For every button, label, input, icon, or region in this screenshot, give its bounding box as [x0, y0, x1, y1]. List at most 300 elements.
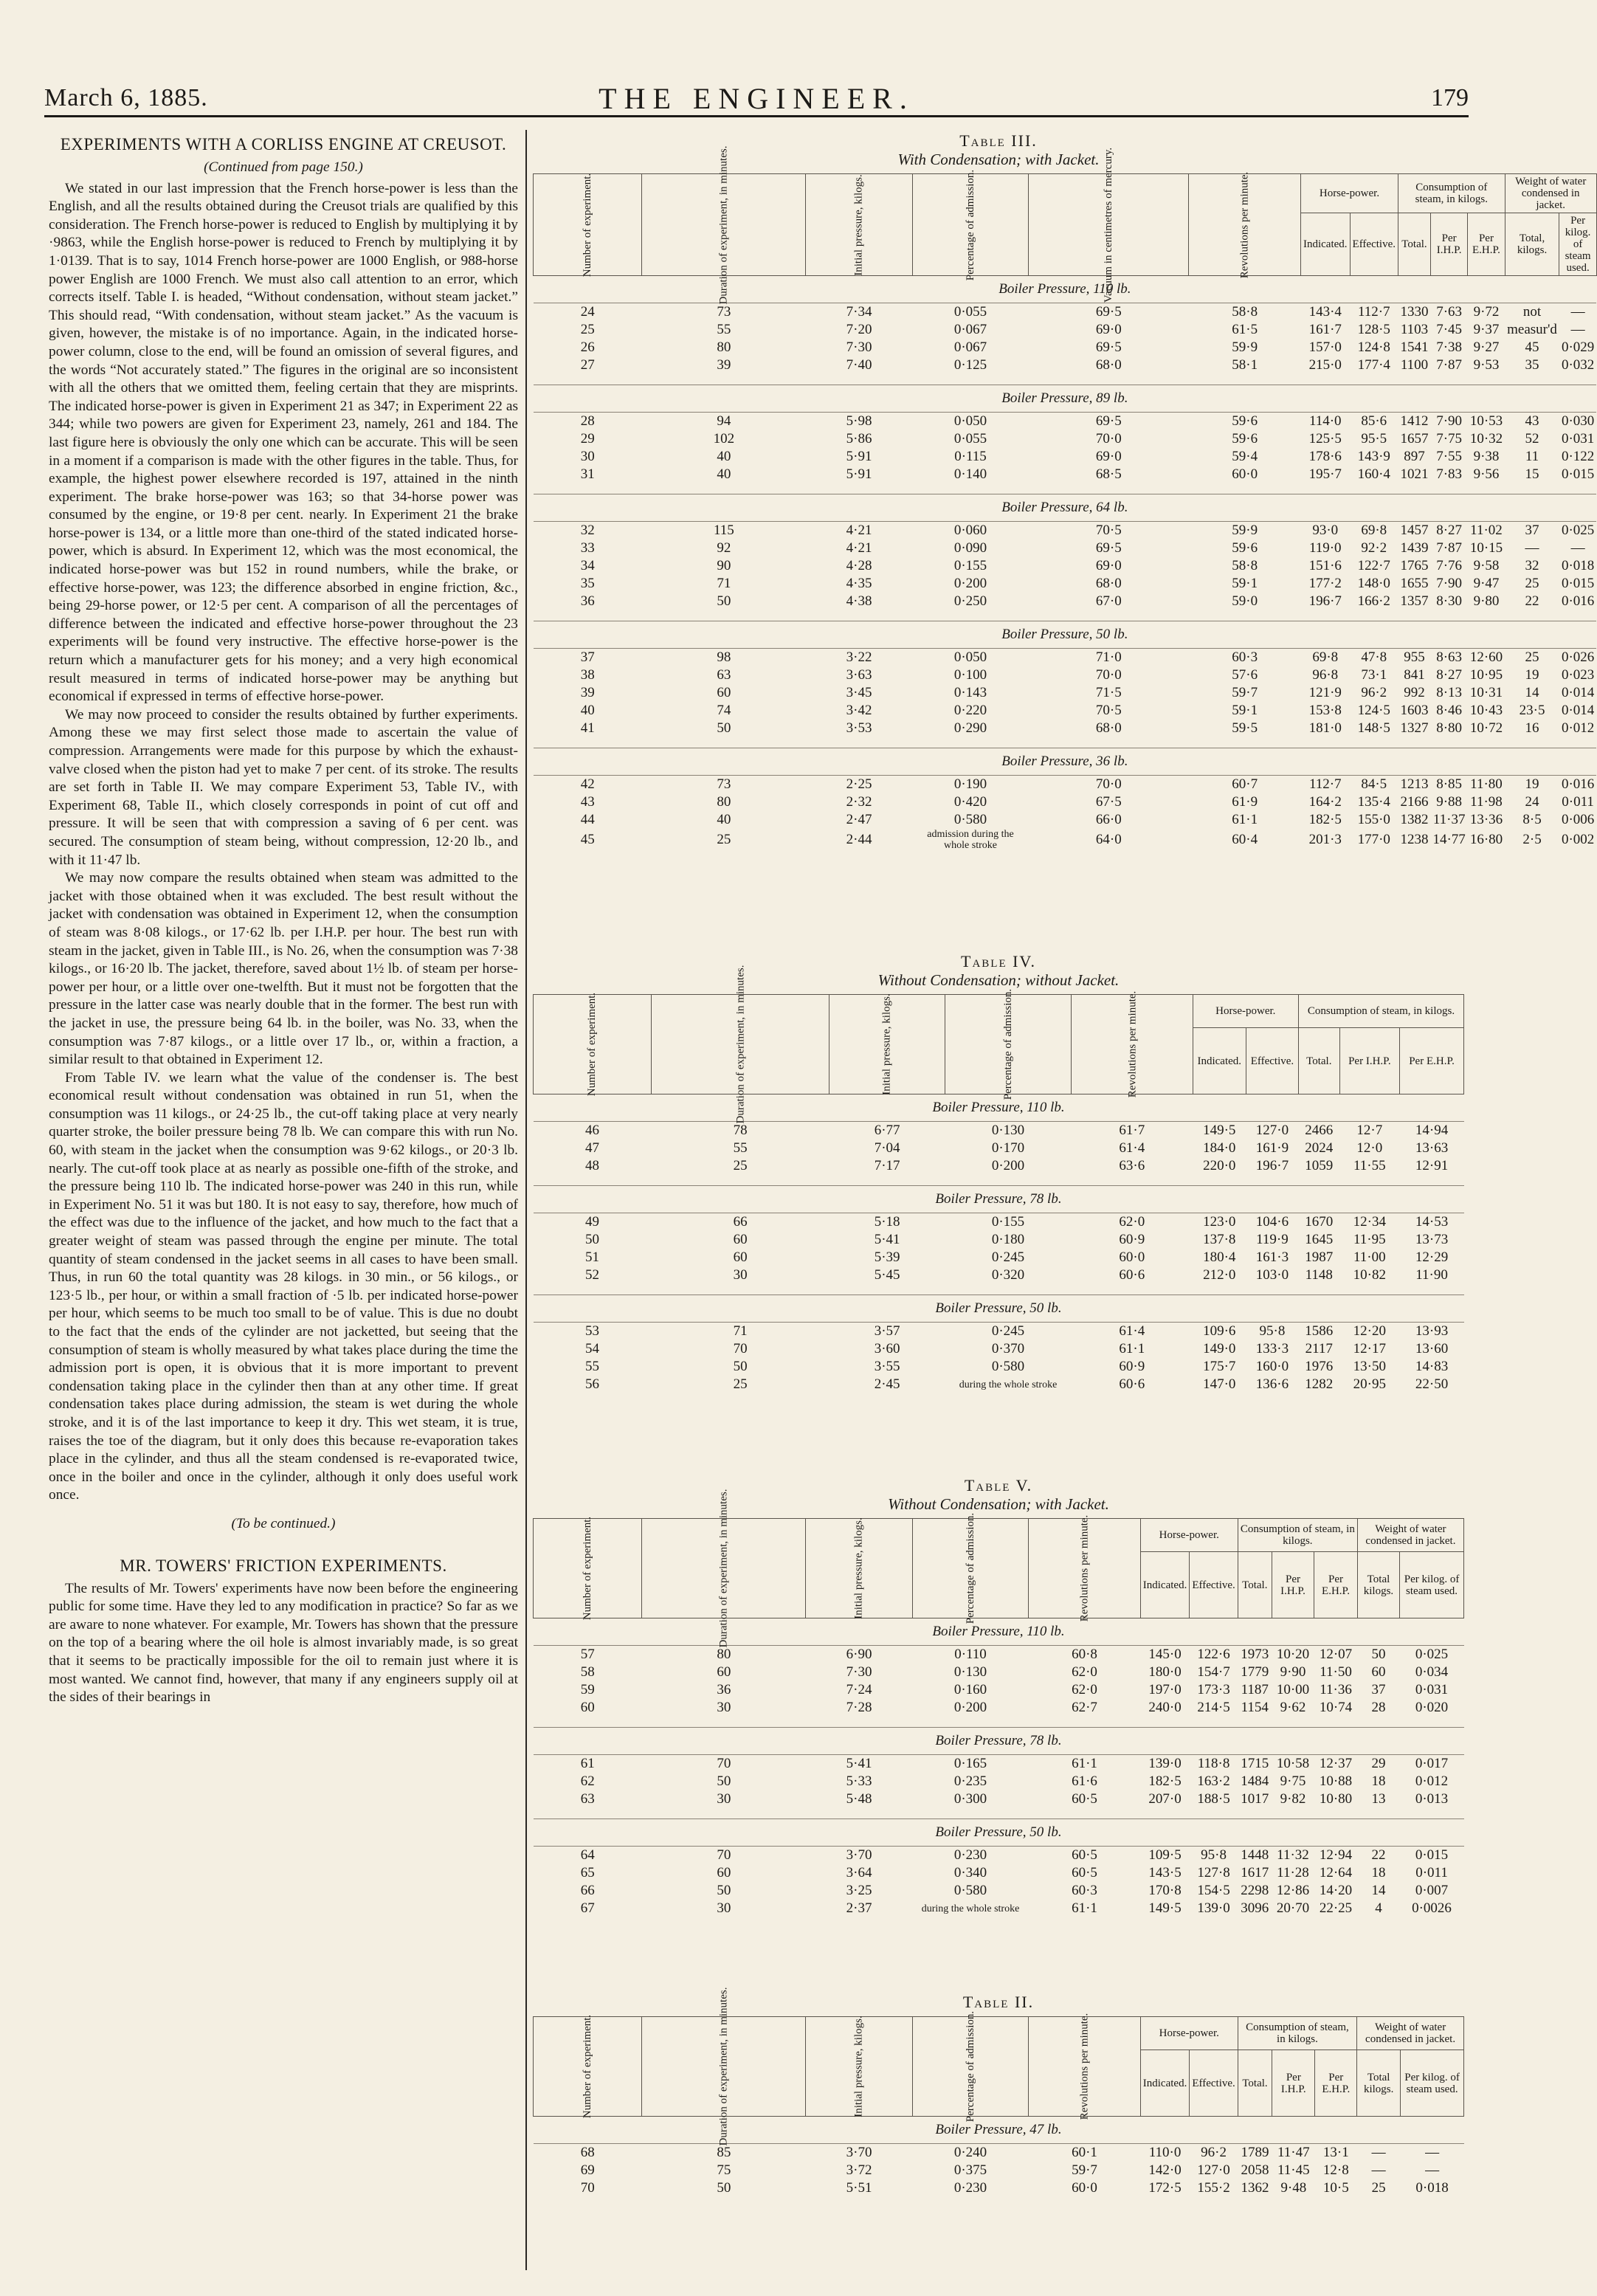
table-cell: 143·5	[1148, 1865, 1182, 1880]
table-cell: 153·8	[1308, 703, 1342, 718]
pressure-group-heading: Boiler Pressure, 50 lb.	[534, 621, 1597, 649]
table-cell: 12·7	[1356, 1123, 1383, 1138]
table-cell: 0·165	[953, 1756, 987, 1771]
table-cell: 1987	[1305, 1249, 1334, 1265]
table-cell: 71	[733, 1323, 748, 1339]
column-header: Effective.	[1246, 1028, 1298, 1094]
table-cell: 9·88	[1436, 794, 1463, 810]
table-cell: 1017	[1241, 1791, 1269, 1807]
table-cell: 8·85	[1436, 776, 1463, 792]
table-cell: 12·07	[1319, 1647, 1353, 1662]
table-cell: —	[1371, 2162, 1386, 2178]
table-cell: 20·70	[1276, 1900, 1310, 1916]
table-cell: 0·155	[991, 1214, 1025, 1230]
table-cell: 12·0	[1356, 1140, 1383, 1156]
table-cell: 8·46	[1436, 703, 1463, 718]
table-cell: 5·45	[874, 1267, 900, 1283]
table-cell: 109·5	[1148, 1847, 1182, 1863]
table-cell: 53	[585, 1323, 600, 1339]
table-cell: 136·6	[1255, 1376, 1289, 1392]
table-cell: 3·64	[846, 1865, 872, 1880]
table-row	[534, 413, 1597, 431]
table-cell: 61·9	[1232, 794, 1258, 810]
table-cell: 67	[580, 1900, 595, 1916]
table-row	[534, 522, 1597, 540]
table-cell: 11·47	[1277, 2145, 1310, 2160]
table-cell: 73	[717, 776, 731, 792]
table-cell: 0·160	[953, 1682, 987, 1697]
table-cell: 55	[733, 1140, 748, 1156]
table-cell: 59·0	[1232, 593, 1258, 609]
table-iii	[533, 131, 1595, 861]
table-body	[534, 1094, 1464, 1404]
table-cell: 4·28	[846, 558, 872, 573]
table-cell: 66	[733, 1214, 748, 1230]
table-cell: 30	[733, 1267, 748, 1283]
table-cell: 9·82	[1280, 1791, 1306, 1807]
table-cell: 11	[1525, 449, 1539, 464]
group-spacer	[534, 2197, 1464, 2207]
column-header: Consumption of steam, in kilogs.	[1398, 174, 1505, 213]
table-cell: 7·76	[1436, 558, 1463, 573]
table-cell: 69·5	[1095, 339, 1122, 355]
table-cell: 13·50	[1353, 1359, 1386, 1374]
table-cell: admission during the whole stroke	[927, 829, 1014, 851]
table-cell: 143·4	[1308, 304, 1342, 320]
table-cell: 197·0	[1148, 1682, 1182, 1697]
column-header: Per kilog. of steam used.	[1559, 213, 1596, 276]
table-cell: 90	[717, 558, 731, 573]
table-cell: 8·13	[1436, 685, 1463, 700]
table-cell: 10·43	[1469, 703, 1503, 718]
table-cell: 122·6	[1197, 1647, 1230, 1662]
table-cell: 61·1	[1119, 1341, 1145, 1356]
table-cell: 7·38	[1436, 339, 1463, 355]
table-cell: 73	[717, 304, 731, 320]
table-ii	[533, 1987, 1464, 2207]
column-header: Total.	[1238, 1552, 1272, 1618]
table-cell: 30	[580, 449, 595, 464]
column-header: Percentage of admission.	[912, 1519, 1028, 1618]
table-cell: 14·20	[1319, 1883, 1353, 1898]
table-cell: 1154	[1241, 1700, 1269, 1715]
table-cell: 60·0	[1232, 466, 1258, 482]
table-cell: 73·1	[1361, 667, 1387, 683]
table-cell: 7·87	[1436, 357, 1463, 373]
article-paragraph: From Table IV. we learn what the value of the condenser is. The best economical result without condensation was obtained in run 51, when the consumption was 11 kilogs., or 24·25 lb., the cut-off taking place at very nearly quarter stroke, the boiler pressure being 78 lb. We can compare this with run No. 60, with steam in the jacket when the consumption was 9·62 kilogs., or 20·3 lb. nearly. The cut-off took place at as nearly as possible one-fifth of the stroke, and the pressure being 110 lb. The indicated horse-power was 240 in this run, while in Experiment No. 51 it was but 180. It is not easy to say, therefore, how much of the effect was due to the influence of the jacket, and how much to the fact that a greater weight of steam was passed through the engine per minute. The total quantity of steam condensed in the jacket seems in all cases to have been small. Thus, in run 60 the total quantity was 28 kilogs. in 30 min., or 56 kilogs., or 123·5 lb., per hour, or within a small fraction of ·5 lb. per indicated horse-power per hour, which seems to be much too small to be of value. This is due no doubt to the fact that the ends of the cylinder are not jacketted, but seeing that the consumption of steam is wholly measured by what takes place during the time the admission port is open, it is obvious that it is more important to prevent condensation taking place in the cylinder then than at any other time. If great condensation takes place during admission, the steam is wet during the whole stroke, and it is of the last importance to keep it dry. This wet steam, it is true, raises the toe of the diagram, but it only does this because re-evaporation takes place in the cylinder, and thus all the steam condensed is re-evaporated twice, once in the boiler and once in the cylinder, although it only does useful work once.	[49, 1069, 518, 1503]
table-cell: 10·95	[1469, 667, 1503, 683]
table-cell: 0·580	[991, 1359, 1025, 1374]
table-cell: 37	[1371, 1682, 1386, 1697]
table-cell: 2117	[1305, 1341, 1333, 1356]
to-be-continued: (To be continued.)	[231, 1515, 336, 1531]
column-header: Per E.H.P.	[1468, 213, 1505, 276]
table-cell: 0·340	[953, 1865, 987, 1880]
table-cell: 0·115	[954, 449, 987, 464]
pressure-group-heading: Boiler Pressure, 50 lb.	[534, 1819, 1464, 1847]
table-cell: 135·4	[1357, 794, 1390, 810]
column-header: Effective.	[1190, 1552, 1238, 1618]
table-cell: 61·5	[1232, 322, 1258, 337]
table-cell: 68·0	[1095, 720, 1122, 736]
table-cell: 60·9	[1119, 1232, 1145, 1247]
table-row	[534, 303, 1597, 322]
column-header: Horse-power.	[1140, 2017, 1238, 2050]
table-title: Table V.	[964, 1476, 1033, 1495]
table-cell: 69·8	[1361, 523, 1387, 538]
table-cell: 94	[717, 413, 731, 429]
table-cell: 19	[1525, 776, 1539, 792]
table-cell: 69·0	[1095, 558, 1122, 573]
group-spacer	[534, 1917, 1464, 1928]
table-cell: 0·050	[953, 649, 987, 665]
table-cell: 4·38	[846, 593, 872, 609]
table-cell: 16	[1525, 720, 1539, 736]
table-cell: 3·60	[874, 1341, 900, 1356]
table-cell: 1715	[1241, 1756, 1269, 1771]
pressure-group-heading: Boiler Pressure, 47 lb.	[534, 2117, 1464, 2144]
table-cell: 0·130	[953, 1664, 987, 1680]
table-cell: 1973	[1241, 1647, 1269, 1662]
table-cell: 13·63	[1415, 1140, 1449, 1156]
group-spacer	[534, 1175, 1464, 1186]
issue-date: March 6, 1885.	[44, 84, 208, 111]
table-cell: 30	[717, 1791, 731, 1807]
table-cell: —	[1371, 2145, 1386, 2160]
pressure-group-heading: Boiler Pressure, 78 lb.	[534, 1728, 1464, 1755]
table-cell: 50	[1371, 1647, 1386, 1662]
page-number: 179	[1431, 84, 1469, 111]
table-row	[534, 702, 1597, 720]
table-cell: 2·44	[846, 832, 872, 847]
table-cell: 220·0	[1203, 1158, 1236, 1173]
table-cell: 0·034	[1415, 1664, 1449, 1680]
table-cell: 56	[585, 1376, 600, 1392]
table-cell: 1238	[1400, 832, 1429, 847]
table-cell: during the whole stroke	[921, 1903, 1020, 1914]
table-cell: 10·31	[1469, 685, 1503, 700]
table-row	[534, 430, 1597, 448]
table-cell: 133·3	[1255, 1341, 1289, 1356]
table-cell: 93·0	[1312, 523, 1339, 538]
table-cell: 70·0	[1095, 667, 1122, 683]
table-cell: 7·20	[846, 322, 872, 337]
column-header: Percentage of admission.	[945, 995, 1072, 1094]
article-paragraph: We may now compare the results obtained when steam was admitted to the jacket with those obtained when it was excluded. The best result without the jacket with condensation was obtained in Experiment 12, when the consumption of steam was 8·08 kilogs., or 17·62 lb. per I.H.P. per hour. The best run with steam in the jacket, given in Table III., is No. 26, when the consumption was 7·38 kilogs., or 16·20 lb. The jacket, therefore, saved about 1½ lb. of steam per horse-power per hour, or a little over one-twelfth. But it must not be forgotten that the pressure in the latter case was nearly double that in the former. The best run with the jacket in use, the pressure being 64 lb. in the boiler, was No. 33, when the consumption was 7·87 kilogs., or a little over 17 lb., or, within a fraction, a similar result to that obtained in Experiment 12.	[49, 870, 518, 1068]
table-cell: 0·155	[953, 558, 987, 573]
table-cell: 1448	[1241, 1847, 1269, 1863]
table-cell: 0·420	[953, 794, 987, 810]
column-header: Per I.H.P.	[1272, 2050, 1315, 2117]
table-cell: 60·7	[1232, 776, 1258, 792]
table-cell: 196·7	[1255, 1158, 1289, 1173]
table-cell: 119·0	[1308, 540, 1342, 556]
table-cell: 1617	[1241, 1865, 1269, 1880]
table-cell: 1645	[1305, 1232, 1334, 1247]
column-header: Total, kilogs.	[1505, 213, 1559, 276]
table-cell: 36	[580, 593, 595, 609]
table-cell: 59·9	[1232, 339, 1258, 355]
table-cell: 14·83	[1415, 1359, 1449, 1374]
table-cell: 60	[717, 1865, 731, 1880]
table-cell: 5·48	[846, 1791, 872, 1807]
table-row	[534, 575, 1597, 593]
table-cell: 149·5	[1203, 1123, 1236, 1138]
table-cell: 0·011	[1562, 794, 1594, 810]
table-cell: 10·15	[1469, 540, 1503, 556]
column-header: Percentage of admission.	[912, 174, 1028, 276]
table-cell: 11·55	[1353, 1158, 1386, 1173]
table-cell: 62	[580, 1773, 595, 1789]
table-row	[534, 2144, 1464, 2162]
table-cell: 0·011	[1415, 1865, 1448, 1880]
table-cell: 58	[580, 1664, 595, 1680]
table-cell: 2·47	[846, 812, 872, 827]
table-cell: 70·5	[1095, 703, 1122, 718]
column-header: Consumption of steam, in kilogs.	[1238, 1519, 1357, 1552]
article-paragraph: We stated in our last impression that the French horse-power is less than the English, and all the results obtained during the Creusot trials are qualified by this consideration. The French horse-power is reduced to English by multiplying it by ·9863, while the English horse-power is reduced to French by multiplying it by 1·0139. That is to say, 1014 French horse-power are 1000 English, or 988-horse power English are 1000 French. We must also call attention to an error, which corrects itself. Table I. is headed, “Without condensation, without steam jacket.” This should read, “With condensation, without steam jacket.” As the vacuum is given, however, the mistake is of no importance. Again, in the indicated horse-power column, close to the end, will be found an omission of several figures, and the words “Not accurately stated.” The figures in the original are so inconsistent with all the others that we omitted them, feeling certain that they are misprints. The indicated horse-power is given in Experiment 21 as 347; in Experiment 22 as 344; while two powers are given for Experiment 23, namely, 261 and 184. The last figure here is obviously the only one which can be accurate. This will be seen in a moment if a comparison is made with the other figures in the table. Thus, for example, the highest power elsewhere recorded is 197, attained in the ninth experiment. The brake horse-power was 163; so that 34-horse power was consumed by the engine, or 19·8 per cent. nearly. In Experiment 21 the brake horse-power is 134, or a little more than one-third of the stated indicated horse-power, which is absurd. In Experiment 12, which was the most economical, the indicated horse-power was but 152 in round numbers, while the brake, or effective horse-power, was 123; the difference absorbed in engine friction, &c., being 29-horse power, or 12·5 per cent. A comparison of all the percentages of difference between the indicated and effective horse-power throughout the 23 experiments will be found very instructive. The effective horse-power is the return which a manufacturer gets for his money; and a very high economical result measured in terms of indicated horse-power may be anything but economical if expressed in terms of effective horse-power.	[49, 180, 518, 705]
table-cell: 1670	[1305, 1214, 1334, 1230]
table-cell: 61·6	[1072, 1773, 1097, 1789]
table-row	[534, 1882, 1464, 1900]
table-cell: 60	[733, 1232, 748, 1247]
table-cell: 7·90	[1436, 413, 1463, 429]
table-cell: 60·0	[1072, 2180, 1097, 2196]
table-cell: 102	[713, 431, 735, 447]
table-cell: 897	[1404, 449, 1425, 464]
table-cell: 13·1	[1322, 2145, 1349, 2160]
column-header: Indicated.	[1140, 2050, 1190, 2117]
table-cell: 28	[580, 413, 595, 429]
table-cell: 12·37	[1319, 1756, 1353, 1771]
column-rule	[525, 130, 527, 2270]
table-cell: 143·9	[1357, 449, 1390, 464]
table-cell: 0·050	[953, 413, 987, 429]
table-cell: 142·0	[1148, 2162, 1182, 2178]
table-cell: 85	[717, 2145, 731, 2160]
table-cell: 137·8	[1203, 1232, 1236, 1247]
table-row	[534, 539, 1597, 557]
table-cell: 127·0	[1255, 1123, 1289, 1138]
column-header: Per E.H.P.	[1315, 2050, 1357, 2117]
table-cell: 124·8	[1357, 339, 1390, 355]
table-cell: 1059	[1305, 1158, 1334, 1173]
column-header: Horse-power.	[1193, 995, 1298, 1028]
table-cell: 8·27	[1436, 667, 1463, 683]
table-cell: 92	[717, 540, 731, 556]
column-header: Initial pressure, kilogs.	[806, 174, 912, 276]
running-head	[44, 80, 1469, 117]
table-cell: 33	[580, 540, 595, 556]
table-cell: 4·35	[846, 576, 872, 591]
table-cell: 9·62	[1280, 1700, 1306, 1715]
table-cell: 1765	[1400, 558, 1429, 573]
table-cell: 50	[585, 1232, 600, 1247]
column-header: Duration of experiment, in minutes.	[642, 2017, 806, 2117]
group-spacer	[534, 1393, 1464, 1404]
table-cell: 1586	[1305, 1323, 1334, 1339]
table-cell: 37	[1525, 523, 1539, 538]
table-row	[534, 793, 1597, 811]
table-cell: 84·5	[1361, 776, 1387, 792]
table-cell: 112·7	[1357, 304, 1390, 320]
table-row	[534, 1213, 1464, 1232]
table-cell: 3·42	[846, 703, 872, 718]
table-cell: 43	[1525, 413, 1539, 429]
column-header: Total kilogs.	[1357, 1552, 1399, 1618]
pressure-group-heading: Boiler Pressure, 110 lb.	[534, 1618, 1464, 1646]
table-cell: 9·58	[1473, 558, 1500, 573]
table-cell: 25	[1371, 2180, 1386, 2196]
table-cell: 151·6	[1308, 558, 1342, 573]
table-cell: 1789	[1241, 2145, 1269, 2160]
column-header: Consumption of steam, in kilogs.	[1298, 995, 1463, 1028]
table-cell: 13·60	[1415, 1341, 1449, 1356]
table-cell: 12·20	[1353, 1323, 1386, 1339]
table-cell: 1362	[1241, 2180, 1269, 2196]
table-cell: 57·6	[1232, 667, 1258, 683]
table-cell: 51	[585, 1249, 600, 1265]
text-column	[49, 131, 518, 2279]
table-cell: 61	[580, 1756, 595, 1771]
group-spacer	[534, 851, 1597, 861]
table-cell: 69·0	[1095, 449, 1122, 464]
table-cell: 160·4	[1357, 466, 1390, 482]
table-cell: 0·055	[953, 304, 987, 320]
table-cell: 30	[717, 1700, 731, 1715]
column-header: Per I.H.P.	[1339, 1028, 1400, 1094]
table-cell: 67·5	[1095, 794, 1122, 810]
table-cell: 92·2	[1361, 540, 1387, 556]
table-cell: 1412	[1400, 413, 1429, 429]
table-cell: 20·95	[1353, 1376, 1386, 1392]
table-cell: 123·0	[1203, 1214, 1236, 1230]
table-cell: 52	[1525, 431, 1539, 447]
table-cell: 0·170	[991, 1140, 1025, 1156]
table-row	[534, 829, 1597, 851]
table-cell: 1357	[1400, 593, 1429, 609]
table-cell: 59·5	[1232, 720, 1258, 736]
table-cell: 50	[733, 1359, 748, 1374]
table-cell: 11·02	[1470, 523, 1503, 538]
table-cell: 68·0	[1095, 576, 1122, 591]
table-cell: 0·025	[1561, 523, 1595, 538]
table-cell: 59·1	[1232, 703, 1258, 718]
table-cell: 49	[585, 1214, 600, 1230]
table-row	[534, 466, 1597, 483]
table-cell: 240·0	[1148, 1700, 1182, 1715]
table-cell: 7·28	[846, 1700, 872, 1715]
table-cell: 0·031	[1561, 431, 1595, 447]
table-cell: 1187	[1241, 1682, 1269, 1697]
table-cell: 163·2	[1197, 1773, 1230, 1789]
group-spacer	[534, 1717, 1464, 1728]
table-cell: 201·3	[1308, 832, 1342, 847]
table-cell: 14	[1525, 685, 1539, 700]
table-row	[534, 1376, 1464, 1393]
table-cell: 3·25	[846, 1883, 872, 1898]
table-row	[534, 593, 1597, 610]
table-cell: 8·80	[1436, 720, 1463, 736]
table-cell: 12·8	[1322, 2162, 1349, 2178]
table-cell: 9·75	[1280, 1773, 1306, 1789]
table-cell: 3·57	[874, 1323, 900, 1339]
table-cell: 10·80	[1319, 1791, 1353, 1807]
table-cell: 3096	[1241, 1900, 1269, 1916]
column-header: Percentage of admission.	[912, 2017, 1028, 2117]
table-row	[534, 1157, 1464, 1175]
table-cell: 0·012	[1415, 1773, 1449, 1789]
table-cell: 74	[717, 703, 731, 718]
column-header: Per kilog. of steam used.	[1401, 2050, 1464, 2117]
table-cell: 214·5	[1197, 1700, 1230, 1715]
table-cell: 9·27	[1473, 339, 1500, 355]
table-cell: 35	[1525, 357, 1539, 373]
table-cell: 145·0	[1148, 1647, 1182, 1662]
table-subtitle: With Condensation; with Jacket.	[897, 151, 1100, 168]
table-cell: 841	[1404, 667, 1425, 683]
table-cell: 29	[1371, 1756, 1386, 1771]
table-cell: 14·77	[1432, 832, 1466, 847]
table-row	[534, 1249, 1464, 1266]
table-cell: 45	[580, 832, 595, 847]
table-cell: 5·18	[874, 1214, 900, 1230]
table-cell: 25	[580, 322, 595, 337]
table-cell: 0·375	[953, 2162, 987, 2178]
table-cell: 0·017	[1415, 1756, 1449, 1771]
table-cell: 24	[580, 304, 595, 320]
table-cell: 115	[713, 523, 734, 538]
table-cell: 7·30	[846, 1664, 872, 1680]
table-cell: 70	[733, 1341, 748, 1356]
table-cell: 10·32	[1469, 431, 1503, 447]
table-cell: 0·300	[953, 1791, 987, 1807]
table-cell: 50	[717, 720, 731, 736]
column-header: Effective.	[1190, 2050, 1238, 2117]
table-cell: 3·22	[846, 649, 872, 665]
table-cell: 67·0	[1095, 593, 1122, 609]
table-cell: 69	[580, 2162, 595, 2178]
table-cell: 31	[580, 466, 595, 482]
table-cell: 0·230	[953, 2180, 987, 2196]
table-cell: 3·70	[846, 1847, 872, 1863]
table-cell: 180·0	[1148, 1664, 1182, 1680]
table-cell: 5·51	[846, 2180, 872, 2196]
table-cell: 0·015	[1561, 576, 1595, 591]
table-row	[534, 1358, 1464, 1376]
table-cell: 0·240	[953, 2145, 987, 2160]
table-row	[534, 356, 1597, 374]
table-cell: 12·64	[1319, 1865, 1353, 1880]
table-cell: 40	[717, 466, 731, 482]
table-row	[534, 1773, 1464, 1790]
table-cell: 60·9	[1119, 1359, 1145, 1374]
table-cell: 0·180	[991, 1232, 1025, 1247]
table-cell: 9·37	[1473, 322, 1500, 337]
table-cell: 98	[717, 649, 731, 665]
table-cell: 112·7	[1308, 776, 1342, 792]
table-cell: 7·87	[1436, 540, 1463, 556]
table-cell: 10·88	[1319, 1773, 1353, 1789]
table-cell: 7·83	[1436, 466, 1463, 482]
table-cell: 14·53	[1415, 1214, 1449, 1230]
table-cell: 0·031	[1415, 1682, 1449, 1697]
table-cell: 60·3	[1072, 1883, 1097, 1898]
table-cell: 155·2	[1197, 2180, 1230, 2196]
table-cell: 5·98	[846, 413, 872, 429]
table-cell: 18	[1371, 1773, 1386, 1789]
table-cell: 61·1	[1232, 812, 1258, 827]
